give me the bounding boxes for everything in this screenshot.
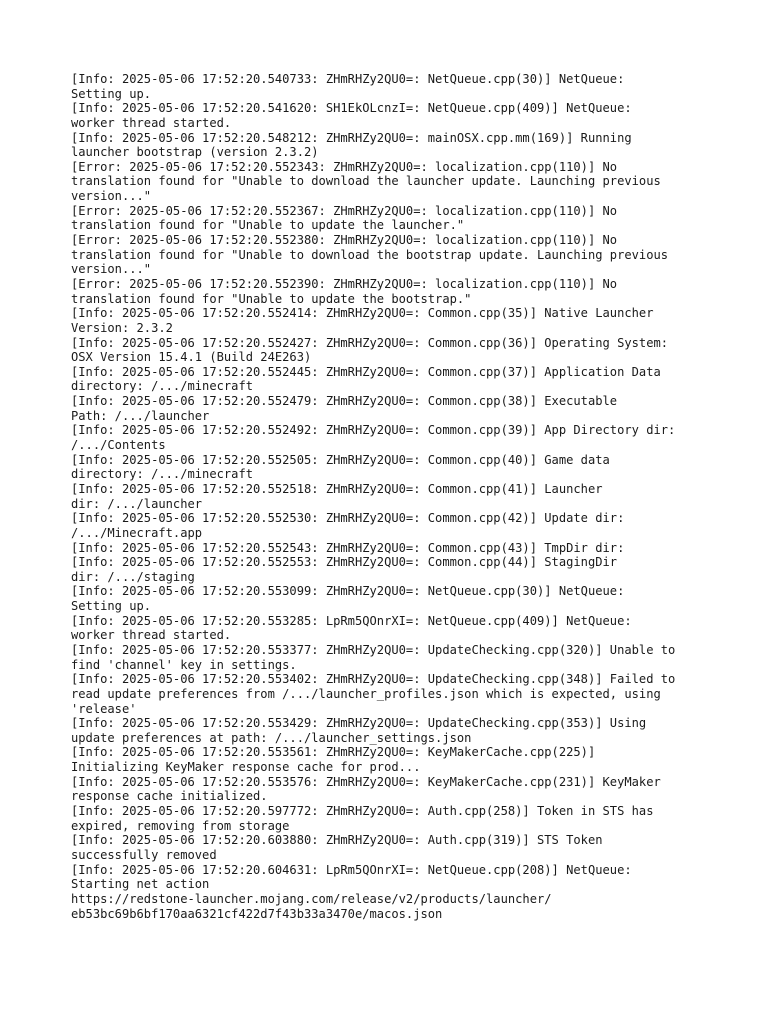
log-document	[71, 72, 711, 921]
log-line: [Info: 2025-05-06 17:52:20.597772: ZHmRHZy2QU0=: Auth.cpp(258)] Token in STS has	[71, 804, 654, 819]
log-line: [Info: 2025-05-06 17:52:20.604631: LpRm5QOnrXI=: NetQueue.cpp(208)] NetQueue:	[71, 862, 632, 877]
log-line: [Info: 2025-05-06 17:52:20.541620: SH1EkOLcnzI=: NetQueue.cpp(409)] NetQueue:	[71, 101, 632, 116]
log-line: Setting up.	[71, 599, 152, 614]
log-line: [Info: 2025-05-06 17:52:20.553576: ZHmRHZy2QU0=: KeyMakerCache.cpp(231)] KeyMaker	[71, 774, 661, 789]
log-line: read update preferences from /.../launcher_profiles.json which is expected, using	[71, 686, 661, 701]
log-line: launcher bootstrap (version 2.3.2)	[71, 145, 319, 160]
log-line: [Info: 2025-05-06 17:52:20.552553: ZHmRHZy2QU0=: Common.cpp(44)] StagingDir	[71, 555, 618, 570]
log-line: worker thread started.	[71, 628, 232, 643]
log-line: [Info: 2025-05-06 17:52:20.552492: ZHmRHZy2QU0=: Common.cpp(39)] App Directory dir:	[71, 423, 676, 438]
log-line: [Info: 2025-05-06 17:52:20.552530: ZHmRHZy2QU0=: Common.cpp(42)] Update dir:	[71, 511, 625, 526]
log-line: translation found for "Unable to update the launcher."	[71, 218, 465, 233]
log-line: translation found for "Unable to download the launcher update. Launching previous	[71, 174, 661, 189]
log-line: update preferences at path: /.../launcher_settings.json	[71, 730, 472, 745]
log-line: [Info: 2025-05-06 17:52:20.548212: ZHmRHZy2QU0=: mainOSX.cpp.mm(169)] Running	[71, 130, 632, 145]
log-line: dir: /.../launcher	[71, 496, 203, 511]
log-line: directory: /.../minecraft	[71, 467, 254, 482]
log-line: eb53bc69b6bf170aa6321cf422d7f43b33a3470e/macos.json	[71, 906, 443, 921]
log-line: [Info: 2025-05-06 17:52:20.603880: ZHmRHZy2QU0=: Auth.cpp(319)] STS Token	[71, 833, 603, 848]
log-line: successfully removed	[71, 847, 217, 862]
log-line: [Info: 2025-05-06 17:52:20.553377: ZHmRHZy2QU0=: UpdateChecking.cpp(320)] Unable to	[71, 642, 676, 657]
log-line: Path: /.../launcher	[71, 408, 210, 423]
log-line: version..."	[71, 262, 152, 277]
log-line: /.../Contents	[71, 438, 166, 453]
log-line: [Error: 2025-05-06 17:52:20.552380: ZHmRHZy2QU0=: localization.cpp(110)] No	[71, 233, 618, 248]
log-line: [Info: 2025-05-06 17:52:20.553402: ZHmRHZy2QU0=: UpdateChecking.cpp(348)] Failed to	[71, 672, 676, 687]
log-line: [Info: 2025-05-06 17:52:20.540733: ZHmRHZy2QU0=: NetQueue.cpp(30)] NetQueue:	[71, 72, 625, 86]
log-line: OSX Version 15.4.1 (Build 24E263)	[71, 350, 312, 365]
log-line: expired, removing from storage	[71, 818, 290, 833]
log-line: [Error: 2025-05-06 17:52:20.552367: ZHmRHZy2QU0=: localization.cpp(110)] No	[71, 203, 618, 218]
log-line: [Info: 2025-05-06 17:52:20.552543: ZHmRHZy2QU0=: Common.cpp(43)] TmpDir dir:	[71, 540, 625, 555]
log-line: directory: /.../minecraft	[71, 379, 254, 394]
log-line: Initializing KeyMaker response cache for prod...	[71, 760, 421, 775]
log-line: [Info: 2025-05-06 17:52:20.553099: ZHmRHZy2QU0=: NetQueue.cpp(30)] NetQueue:	[71, 584, 625, 599]
log-line: translation found for "Unable to update the bootstrap."	[71, 291, 472, 306]
log-line: https://redstone-launcher.mojang.com/release/v2/products/launcher/	[71, 891, 552, 906]
log-line: dir: /.../staging	[71, 569, 195, 584]
log-line: [Info: 2025-05-06 17:52:20.552427: ZHmRHZy2QU0=: Common.cpp(36)] Operating System:	[71, 335, 669, 350]
log-line: version..."	[71, 189, 152, 204]
log-line: [Info: 2025-05-06 17:52:20.553561: ZHmRHZy2QU0=: KeyMakerCache.cpp(225)]	[71, 745, 596, 760]
log-line: Version: 2.3.2	[71, 320, 173, 335]
log-line: worker thread started.	[71, 115, 232, 130]
log-line: response cache initialized.	[71, 789, 268, 804]
log-line: find 'channel' key in settings.	[71, 657, 297, 672]
log-line: [Info: 2025-05-06 17:52:20.553285: LpRm5QOnrXI=: NetQueue.cpp(409)] NetQueue:	[71, 613, 632, 628]
log-line: [Error: 2025-05-06 17:52:20.552390: ZHmRHZy2QU0=: localization.cpp(110)] No	[71, 276, 618, 291]
log-line: [Info: 2025-05-06 17:52:20.552479: ZHmRHZy2QU0=: Common.cpp(38)] Executable	[71, 394, 618, 409]
log-line: [Info: 2025-05-06 17:52:20.552414: ZHmRHZy2QU0=: Common.cpp(35)] Native Launcher	[71, 306, 654, 321]
log-line: [Info: 2025-05-06 17:52:20.553429: ZHmRHZy2QU0=: UpdateChecking.cpp(353)] Using	[71, 716, 647, 731]
log-line: Setting up.	[71, 86, 152, 101]
log-line: [Info: 2025-05-06 17:52:20.552505: ZHmRHZy2QU0=: Common.cpp(40)] Game data	[71, 452, 610, 467]
log-line: [Info: 2025-05-06 17:52:20.552518: ZHmRHZy2QU0=: Common.cpp(41)] Launcher	[71, 481, 603, 496]
log-line: translation found for "Unable to download the bootstrap update. Launching previous	[71, 247, 669, 262]
log-line: Starting net action	[71, 877, 210, 892]
log-line: [Error: 2025-05-06 17:52:20.552343: ZHmRHZy2QU0=: localization.cpp(110)] No	[71, 159, 618, 174]
log-line: [Info: 2025-05-06 17:52:20.552445: ZHmRHZy2QU0=: Common.cpp(37)] Application Data	[71, 364, 661, 379]
log-line: 'release'	[71, 701, 137, 716]
log-line: /.../Minecraft.app	[71, 525, 203, 540]
